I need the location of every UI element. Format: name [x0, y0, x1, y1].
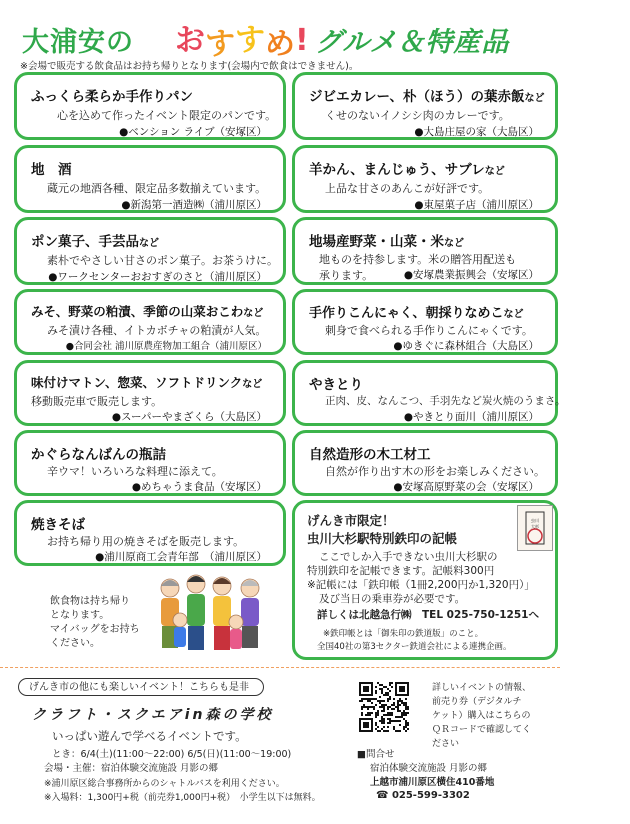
- card-desc: お持ち帰り用の焼きそばを販売します。: [47, 535, 245, 548]
- card-desc: 地ものを持参します。米の贈答用配送も: [319, 253, 517, 266]
- qr-code[interactable]: [357, 680, 411, 734]
- special-note-2: 全国40社の第3セクター鉄道会社による連携企画。: [317, 642, 512, 652]
- special-line-4: 及び当日の乗車券が必要です。: [319, 593, 466, 605]
- card-title: 地場産野菜・山菜・米など: [309, 234, 464, 250]
- craft-title: クラフト・スクエアin森の学校: [32, 707, 274, 723]
- inquiry-line-2: 上越市浦川原区横住410番地: [370, 777, 495, 788]
- card-desc: 刺身で食べられる手作りこんにゃくです。: [325, 324, 533, 337]
- card-desc-2: 承ります。: [319, 269, 374, 282]
- takeout-line-4: ください。: [50, 638, 100, 649]
- card-title: ジビエカレー、朴（ほう）の葉赤飯など: [309, 89, 545, 105]
- card-special-tetsuin: [292, 500, 558, 660]
- svg-text:虫川: 虫川: [531, 518, 539, 523]
- card-desc: くせのないイノシシ肉のカレーです。: [325, 109, 510, 122]
- osusume-char: す: [235, 23, 265, 58]
- card-desc: 移動販売車で販売します。: [31, 395, 163, 408]
- card-mutton: [14, 360, 286, 426]
- craft-date: とき：6/4(土)(11:00～22:00) 6/5(日)(11:00～19:00): [52, 749, 292, 760]
- card-desc: 蔵元の地酒各種、限定品多数揃えています。: [47, 182, 267, 195]
- card-shop: ●大島庄屋の家（大島区）: [414, 126, 539, 138]
- qr-text-5: ださい: [432, 739, 460, 749]
- card-title: かぐらなんばんの瓶詰: [31, 447, 166, 463]
- card-sake: [14, 145, 286, 213]
- card-konnyaku: [292, 289, 558, 355]
- card-shop: ●浦川原商工会青年部 （浦川原区）: [95, 551, 267, 563]
- page-title-left: 大浦安の: [22, 27, 134, 58]
- card-yokan: [292, 145, 558, 213]
- card-title: 自然造形の木工材工: [309, 447, 431, 463]
- special-contact: 詳しくは北越急行㈱ TEL 025-750-1251へ: [317, 609, 539, 621]
- footer-divider: [0, 667, 560, 668]
- craft-venue: 会場・主催：宿泊体験交流施設 月影の郷: [44, 763, 219, 774]
- card-title: 味付けマトン、惣菜、ソフトドリンクなど: [31, 375, 263, 390]
- craft-subtitle: いっぱい遊んで学べるイベントです。: [52, 729, 247, 743]
- card-shop: ●スーパーやまざくら（大島区）: [111, 411, 267, 423]
- card-yakitori: [292, 360, 566, 426]
- card-shop: ●合同会社 浦川原農産物加工組合（浦川原区）: [65, 341, 267, 352]
- notice-text: ※会場で販売する飲食品はお持ち帰りとなります(会場内で飲食はできません)。: [20, 61, 359, 72]
- qr-text-2: 前売り券（デジタルチ: [432, 697, 522, 707]
- takeout-line-3: マイバッグをお持ち: [50, 624, 140, 635]
- card-desc: 素朴でやさしい甘さのポン菓子。お茶うけに。: [47, 254, 278, 267]
- card-miso: [14, 289, 286, 355]
- takeout-line-1: 飲食物は持ち帰り: [50, 596, 130, 607]
- card-desc: 心を込めて作ったイベント限定のパンです。: [57, 109, 277, 122]
- special-note-1: ※鉄印帳とは「御朱印の鉄道版」のこと。: [323, 629, 484, 639]
- inquiry-phone: ☎ 025-599-3302: [376, 790, 470, 801]
- osusume-char: め: [265, 27, 295, 62]
- card-yakisoba: [14, 500, 286, 566]
- special-line-2: 特別鉄印を記帳できます。記帳料300円: [307, 565, 495, 577]
- card-title: みそ、野菜の粕漬、季節の山菜おこわなど: [31, 304, 264, 319]
- card-title: 手作りこんにゃく、朝採りなめこなど: [309, 306, 524, 321]
- card-title: 焼きそば: [31, 517, 85, 533]
- special-title-1: げんき市限定！: [307, 513, 395, 528]
- card-title: やきとり: [309, 377, 363, 393]
- card-kagura: [14, 430, 286, 496]
- tetsuin-stamp-image: [517, 505, 553, 551]
- card-shop: ●安塚農業振興会（安塚区）: [403, 269, 539, 281]
- qr-text-3: ケット）購入はこちらの: [432, 711, 531, 721]
- page-title-osusume: [175, 16, 309, 60]
- osusume-char: お: [175, 23, 205, 58]
- card-desc: 上品な甘さのあんこが好評です。: [325, 182, 490, 195]
- card-shop: ●ワークセンターおおすぎのさと（浦川原区）: [48, 271, 267, 283]
- osusume-char: !: [295, 23, 309, 58]
- card-woodcraft: [292, 430, 558, 496]
- card-shop: ●東屋菓子店（浦川原区）: [414, 199, 539, 211]
- card-ponkashi: [14, 217, 286, 285]
- craft-fee: ※入場料：1,300円+税（前売券1,000円+税） 小学生以下は無料。: [44, 793, 321, 803]
- card-desc: 正肉、皮、なんこつ、手羽先など炭火焼のうまさ。: [325, 395, 566, 407]
- footer-banner: げんき市の他にも楽しいイベント！こちらも是非: [18, 678, 264, 696]
- card-shop: ●やきとり面川（浦川原区）: [403, 411, 539, 423]
- card-shop: ●めちゃうま食品（安塚区）: [131, 481, 267, 493]
- page-title-right: グルメ＆特産品: [315, 27, 510, 58]
- card-shop: ●新潟第一酒造㈱（浦川原区）: [121, 199, 267, 211]
- qr-text-1: 詳しいイベントの情報、: [432, 683, 532, 693]
- card-desc: 自然が作り出す木の形をお楽しみください。: [325, 465, 545, 478]
- special-title-2: 虫川大杉駅特別鉄印の記帳: [307, 531, 458, 546]
- family-illustration: [150, 570, 280, 660]
- card-desc: 辛ウマ！いろいろな料理に添えて。: [47, 465, 223, 478]
- qr-text-4: ＱＲコードで確認してく: [432, 725, 532, 735]
- inquiry-line-1: 宿泊体験交流施設 月影の郷: [370, 763, 488, 774]
- card-desc: みそ漬け各種、イトカボチャの粕漬が人気。: [47, 324, 267, 337]
- svg-text:大杉: 大杉: [531, 524, 539, 529]
- takeout-line-2: となります。: [50, 610, 110, 621]
- inquiry-label: ■問合せ: [357, 749, 395, 760]
- card-title: 羊かん、まんじゅう、サブレなど: [309, 162, 505, 178]
- card-title: ポン菓子、手芸品など: [31, 234, 159, 250]
- card-gibier: [292, 72, 558, 140]
- card-shop: ●ベンション ライブ（安塚区）: [119, 126, 267, 138]
- osusume-char: す: [205, 27, 235, 62]
- card-vegetables: [292, 217, 558, 285]
- card-title: ふっくら柔らか手作りパン: [31, 89, 193, 105]
- special-line-1: ここでしか入手できない虫川大杉駅の: [319, 551, 498, 563]
- card-shop: ●安塚高原野菜の会（安塚区）: [393, 481, 539, 493]
- card-title: 地 酒: [31, 162, 72, 178]
- special-line-3: ※記帳には「鉄印帳（1冊2,200円か1,320円）」: [307, 579, 535, 591]
- card-shop: ●ゆきぐに森林組合（大島区）: [393, 340, 539, 352]
- card-bread: [14, 72, 286, 140]
- craft-shuttle: ※浦川原区総合事務所からのシャトルバスを利用ください。: [44, 779, 285, 789]
